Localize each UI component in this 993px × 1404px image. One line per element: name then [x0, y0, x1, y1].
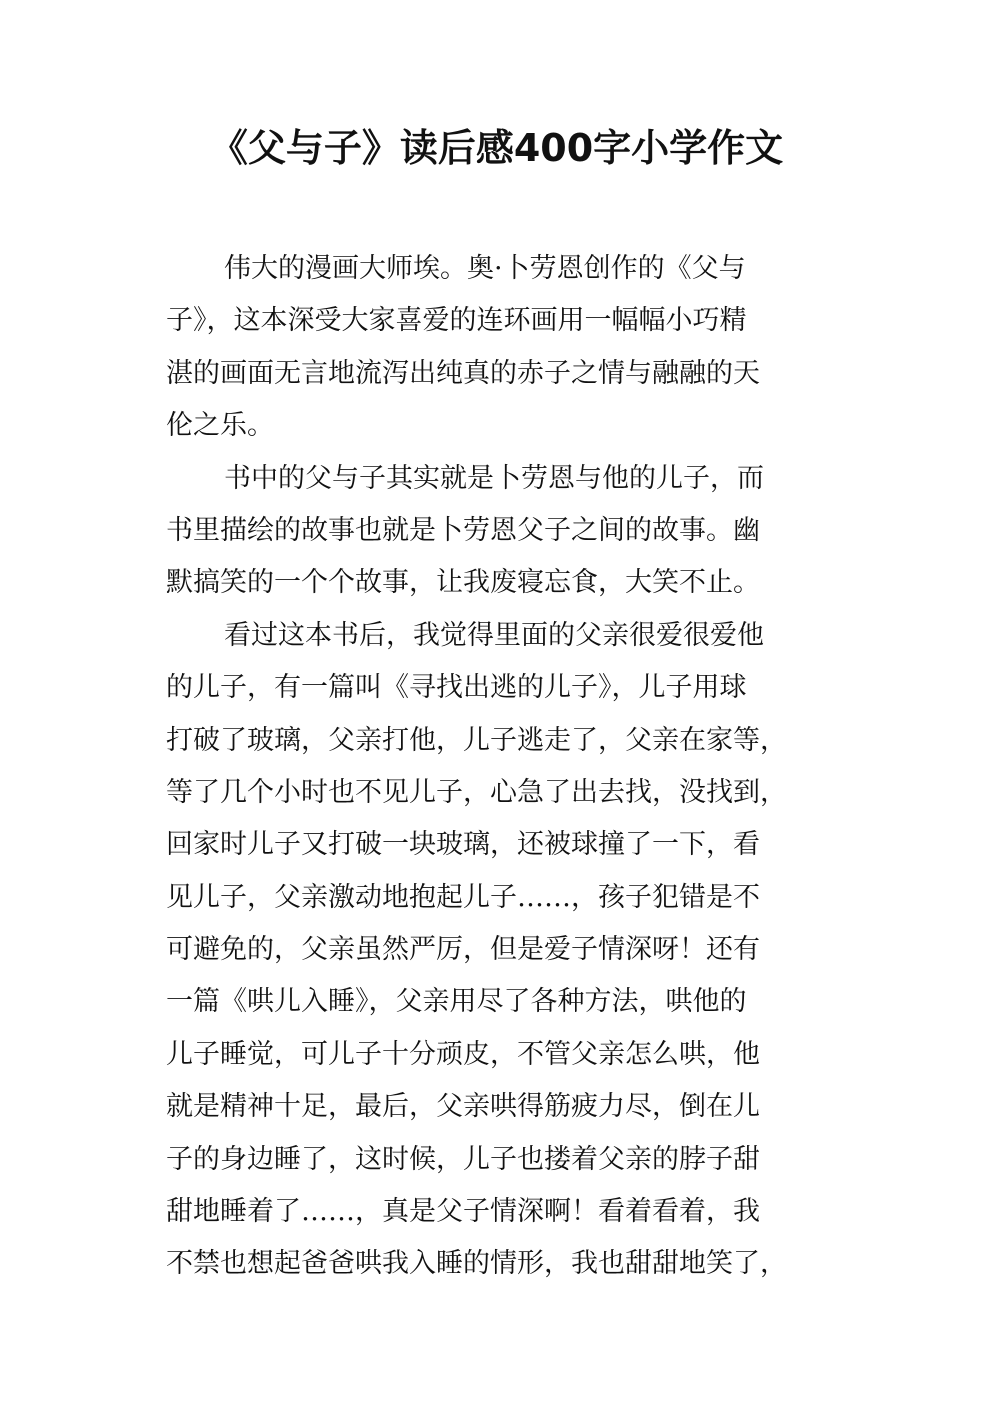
text-line: 等了几个小时也不见儿子，心急了出去找，没找到，	[166, 776, 787, 808]
text-line: 书中的父与子其实就是卜劳恩与他的儿子，而	[224, 462, 764, 494]
text-line: 的儿子，有一篇叫《寻找出逃的儿子》，儿子用球	[166, 672, 747, 704]
text-line: 默搞笑的一个个故事，让我废寝忘食，大笑不止。	[166, 567, 760, 599]
text-line: 伟大的漫画大师埃。奥·卜劳恩创作的《父与	[224, 253, 746, 284]
text-line: 书里描绘的故事也就是卜劳恩父子之间的故事。幽	[166, 514, 760, 546]
document-title: 《父与子》读后感400字小学作文	[209, 126, 784, 170]
text-line: 伦之乐。	[166, 410, 274, 442]
text-line: 甜地睡着了……，真是父子情深啊！看着看着，我	[166, 1196, 760, 1228]
document-body	[166, 243, 846, 1291]
text-line: 就是精神十足，最后，父亲哄得筋疲力尽，倒在儿	[166, 1091, 760, 1123]
text-line: 可避免的，父亲虽然严厉，但是爱子情深呀！还有	[166, 934, 760, 966]
text-line: 回家时儿子又打破一块玻璃，还被球撞了一下，看	[166, 829, 760, 861]
text-line: 湛的画面无言地流泻出纯真的赤子之情与融融的天	[166, 357, 760, 389]
text-line: 看过这本书后，我觉得里面的父亲很爱很爱他	[224, 619, 764, 651]
text-line: 打破了玻璃，父亲打他，儿子逃走了，父亲在家等，	[166, 724, 787, 756]
text-line: 不禁也想起爸爸哄我入睡的情形，我也甜甜地笑了，	[166, 1248, 787, 1280]
text-line: 见儿子，父亲激动地抱起儿子……，孩子犯错是不	[166, 881, 760, 913]
text-line: 一篇《哄儿入睡》，父亲用尽了各种方法，哄他的	[166, 986, 747, 1018]
text-line: 儿子睡觉，可儿子十分顽皮，不管父亲怎么哄，他	[166, 1038, 760, 1070]
text-line: 子》，这本深受大家喜爱的连环画用一幅幅小巧精	[166, 305, 747, 337]
text-line: 子的身边睡了，这时候，儿子也搂着父亲的脖子甜	[166, 1143, 760, 1175]
